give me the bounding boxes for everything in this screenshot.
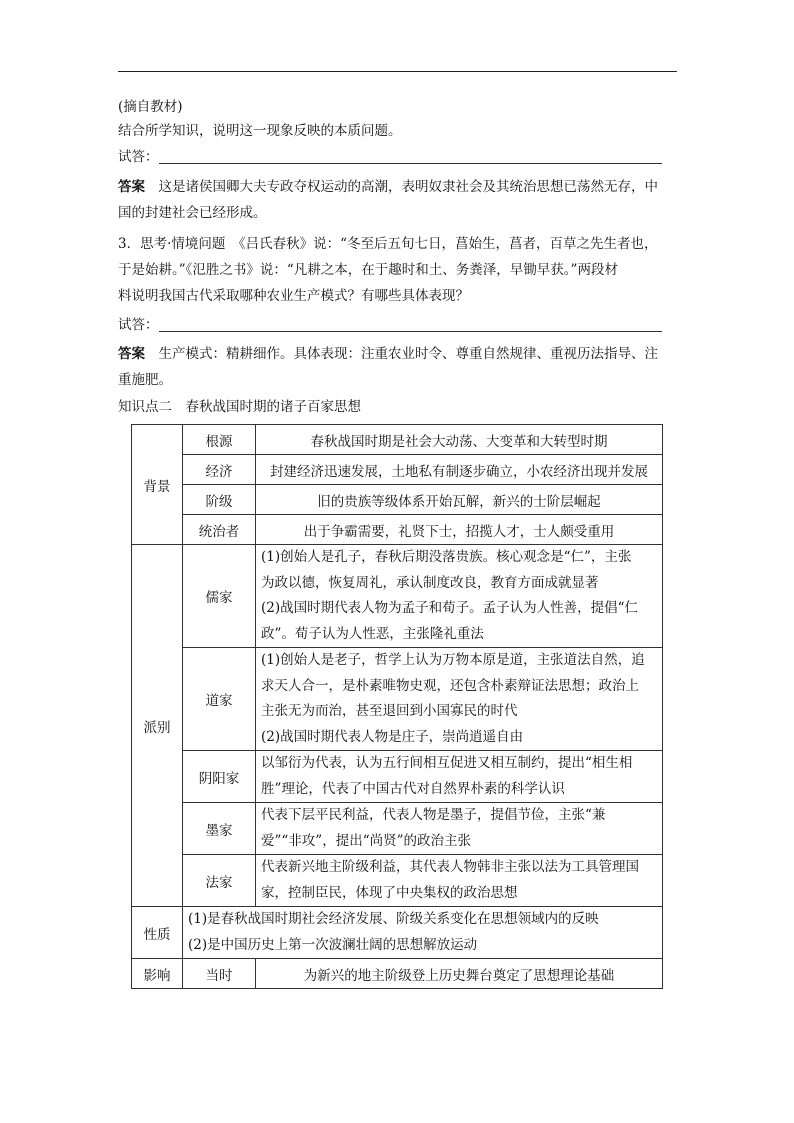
nature-value: (1)是春秋战国时期社会经济发展、阶级关系变化在思想领域内的反映 (2)是中国历史上第一次波澜壮阔的思想解放运动 — [183, 907, 663, 959]
row-value: 以邹衍为代表，认为五行间相互促进又相互制约，提出“相生相 胜”理论，代表了中国古代对自然界朴素的科学认识 — [256, 751, 663, 803]
answer-prompt-1: 试答： — [118, 144, 678, 170]
knowledge-table — [131, 424, 663, 989]
table-row — [132, 425, 663, 455]
row-value: 封建经济迅速发展，土地私有制逐步确立，小农经济出现并发展 — [256, 455, 663, 485]
row-key: 当时 — [183, 959, 256, 989]
row-value: (1)创始人是孔子，春秋后期没落贵族。核心观念是“仁”，主张 为政以德，恢复周礼，承认制度改良，教育方面成就显著 (2)战国时期代表人物为孟子和荀子。孟子认为人性善，提倡“仁 政”。荀子认为人性恶，主张隆礼重法 — [256, 545, 663, 648]
answer-2: 答案 生产模式：精耕细作。具体表现：注重农业时令、尊重自然规律、重视历法指导、注 重施肥。 — [118, 346, 658, 388]
table-row — [132, 455, 663, 485]
table-row — [132, 907, 663, 959]
answer-prompt-2: 试答： — [118, 312, 678, 338]
row-key: 经济 — [183, 455, 256, 485]
background-label: 背景 — [132, 425, 183, 545]
row-value: 代表新兴地主阶级利益，其代表人物韩非主张以法为工具管理国 家，控制臣民，体现了中央集权的政治思想 — [256, 855, 663, 907]
row-value: 春秋战国时期是社会大动荡、大变革和大转型时期 — [256, 425, 663, 455]
row-key: 阶级 — [183, 485, 256, 515]
row-value: (1)创始人是老子，哲学上认为万物本原是道，主张道法自然，追 求天人合一，是朴素唯物史观，还包含朴素辩证法思想；政治上 主张无为而治，甚至退回到小国寡民的时代 (2)战国时期代表人物是庄子，崇尚逍遥自由 — [256, 648, 663, 751]
row-key: 儒家 — [183, 545, 256, 648]
table-row — [132, 485, 663, 515]
header-rule — [118, 71, 677, 72]
row-key: 阴阳家 — [183, 751, 256, 803]
nature-label: 性质 — [132, 907, 183, 959]
row-key: 法家 — [183, 855, 256, 907]
table-row — [132, 855, 663, 907]
table-row — [132, 648, 663, 751]
answer-blank-2[interactable] — [159, 315, 662, 332]
answer-1: 答案 这是诸侯国卿大夫专政夺权运动的高潮，表明奴隶社会及其统治思想已荡然无存，中 国的封建社会已经形成。 — [118, 179, 658, 221]
row-key: 根源 — [183, 425, 256, 455]
table-row — [132, 959, 663, 989]
table-row — [132, 515, 663, 545]
question-text: 结合所学知识，说明这一现象反映的本质问题。 — [118, 123, 402, 139]
answer-blank-1[interactable] — [159, 147, 662, 164]
table-row — [132, 545, 663, 648]
table-row — [132, 751, 663, 803]
table-row — [132, 803, 663, 855]
row-value: 旧的贵族等级体系开始瓦解，新兴的士阶层崛起 — [256, 485, 663, 515]
row-key: 统治者 — [183, 515, 256, 545]
row-value: 出于争霸需要，礼贤下士，招揽人才，士人颇受重用 — [256, 515, 663, 545]
row-value: 为新兴的地主阶级登上历史舞台奠定了思想理论基础 — [256, 959, 663, 989]
row-key: 道家 — [183, 648, 256, 751]
question-3: 3．思考·情境问题 《吕氏春秋》说：“冬至后五旬七日，菖始生，菖者，百草之先生者也， 于是始耕。”《氾胜之书》说：“凡耕之本，在于趣时和土、务粪泽，早锄早获。”两段材 料说明我国古代采取哪种农业生产模式？有哪些具体表现？ — [118, 236, 658, 304]
source-note: (摘自教材) — [118, 99, 183, 115]
row-value: 代表下层平民利益，代表人物是墨子，提倡节俭，主张“兼 爱”“非攻”，提出“尚贤”的政治主张 — [256, 803, 663, 855]
section-title: 知识点二 春秋战国时期的诸子百家思想 — [118, 399, 361, 415]
influence-label: 影响 — [132, 959, 183, 989]
row-key: 墨家 — [183, 803, 256, 855]
schools-label: 派别 — [132, 545, 183, 907]
